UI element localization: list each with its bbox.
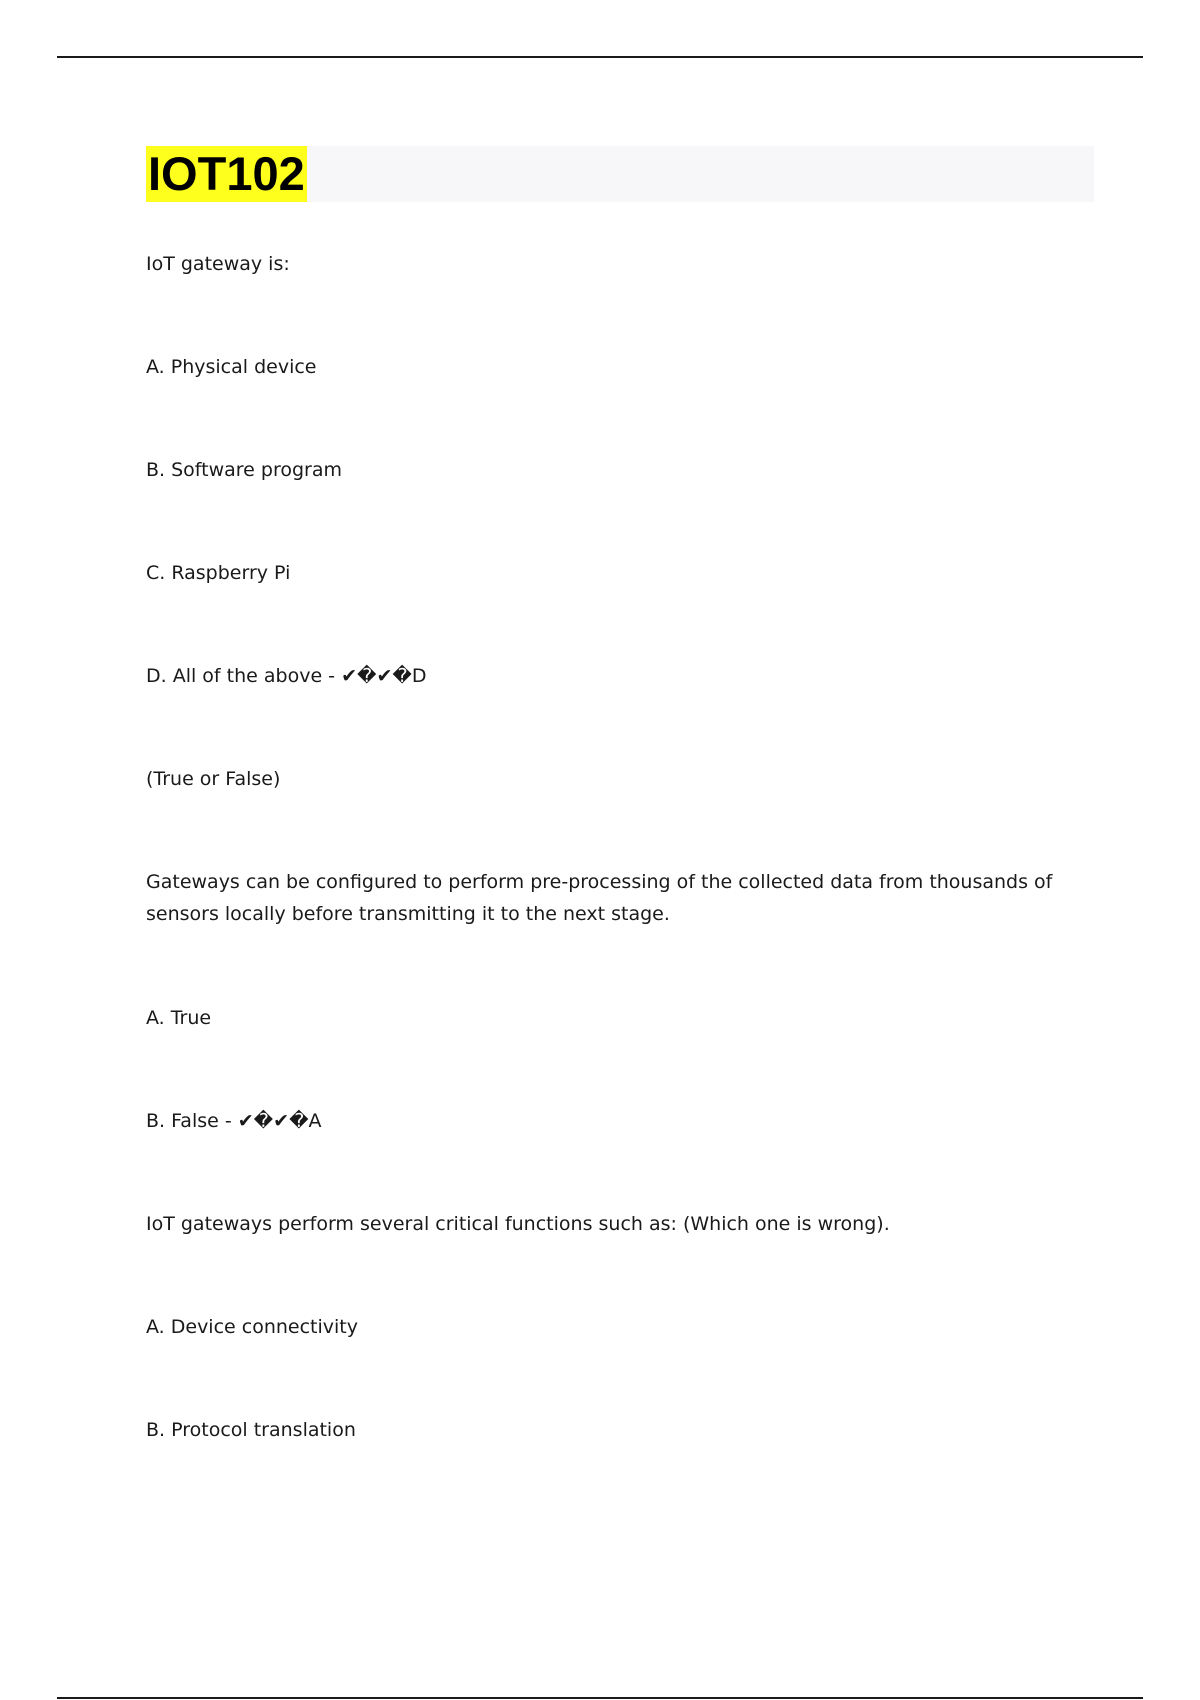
question-3-option-a: A. Device connectivity bbox=[146, 1316, 358, 1338]
header-rule bbox=[57, 56, 1143, 58]
footer-rule bbox=[57, 1697, 1143, 1699]
question-2: Gateways can be configured to perform pre-processing of the collected data from thousands of sensors locally before transmitting it to the next stage. bbox=[146, 871, 1053, 925]
question-3: IoT gateways perform several critical functions such as: (Which one is wrong). bbox=[146, 1213, 890, 1235]
question-1: IoT gateway is: bbox=[146, 253, 290, 275]
question-1-option-d-answer: D. All of the above - ✔�✔�D bbox=[146, 665, 427, 687]
document-title: IOT102 bbox=[148, 147, 305, 200]
question-2-option-a: A. True bbox=[146, 1007, 212, 1029]
question-2-label: (True or False) bbox=[146, 768, 281, 790]
question-3-option-b: B. Protocol translation bbox=[146, 1419, 356, 1441]
question-1-option-b: B. Software program bbox=[146, 459, 343, 481]
question-2-option-b-answer: B. False - ✔�✔�A bbox=[146, 1110, 322, 1132]
question-1-option-c: C. Raspberry Pi bbox=[146, 562, 291, 584]
question-1-option-a: A. Physical device bbox=[146, 356, 317, 378]
